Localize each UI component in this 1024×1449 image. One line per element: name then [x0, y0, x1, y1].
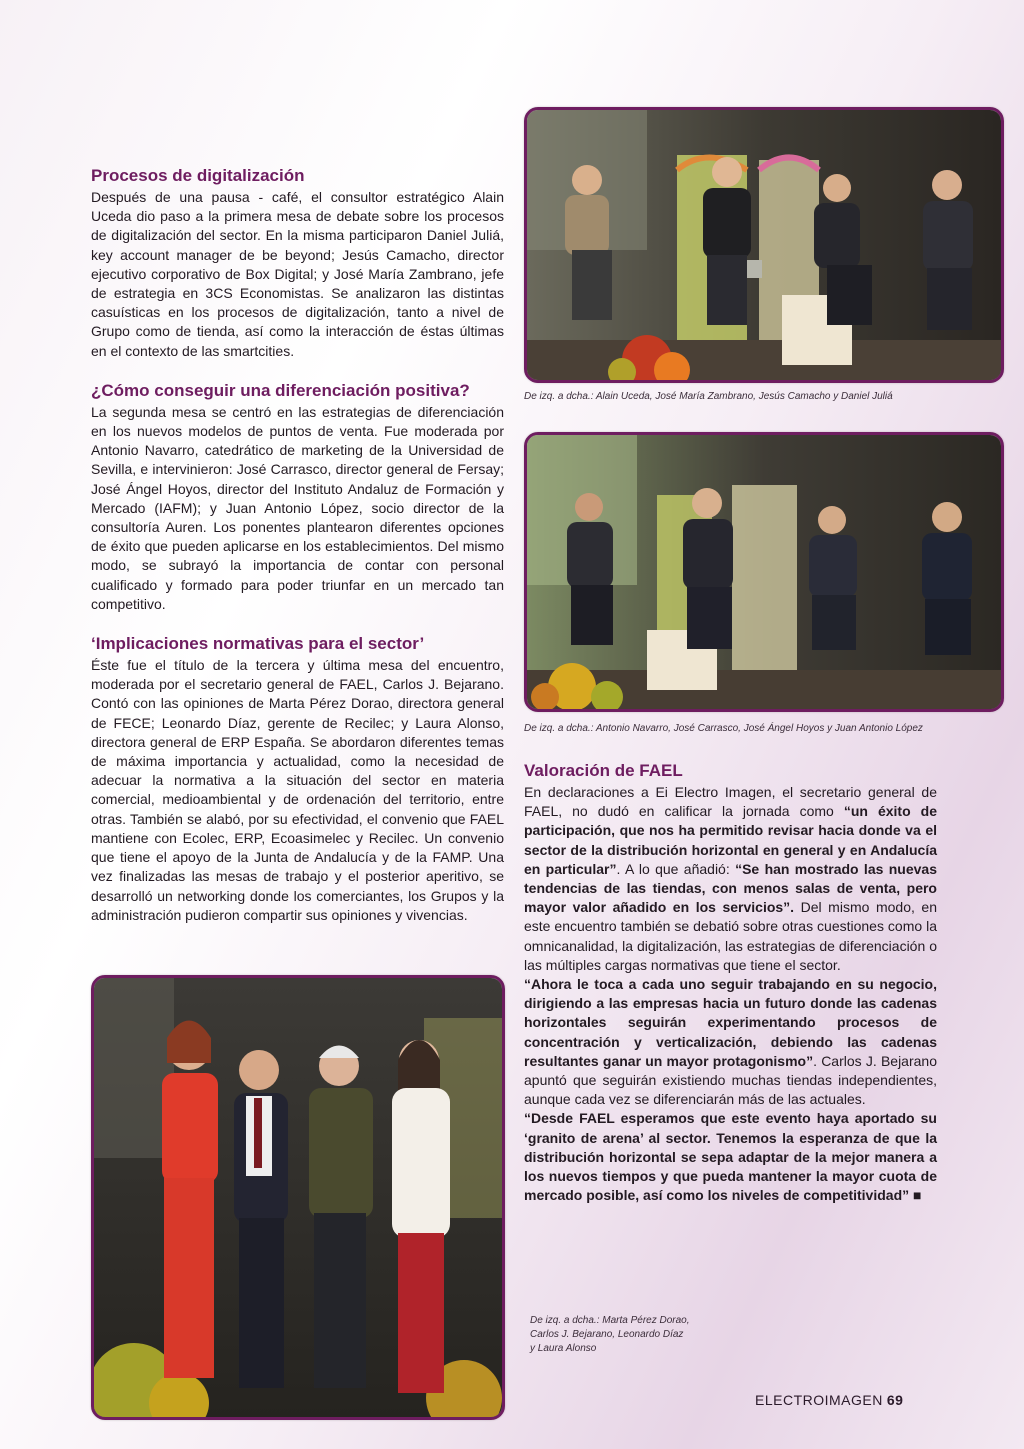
valoracion-paragraph-3: [524, 1109, 937, 1205]
magazine-name: ELECTROIMAGEN: [755, 1392, 883, 1408]
photo-caption: De izq. a dcha.: Antonio Navarro, José Carrasco, José Ángel Hoyos y Juan Antonio López: [524, 723, 923, 734]
quote-run: “Desde FAEL esperamos que este evento haya aportado su ‘granito de arena’ al sector. Tenemos la esperanza de que la distribución horizontal se sepa adaptar de la mejor manera a los nuevos tiempos y que pueda mantener la mayor cuota de mercado posible, así como los niveles de competitividad”: [524, 1110, 937, 1204]
valoracion-paragraph-1: [524, 783, 937, 975]
text-run: . Carlos J. Bejarano apuntó que seguirán existiendo muchas tiendas independientes, aunque cada vez se diferenciarán más de las actuales.: [524, 1052, 937, 1108]
section-title: ‘Implicaciones normativas para el sector’: [91, 634, 425, 654]
photo-illustration: [94, 978, 502, 1417]
section-body: Después de una pausa - café, el consultor estratégico Alain Uceda dio paso a la primera mesa de debate sobre los procesos de digitalización del sector. En la misma participaron Daniel Juliá, key account manager de be beyond; Jesús Camacho, director ejecutivo corporativo de Box Digital; y José María Zambrano, jefe de estrategia en 3CS Economistas. Se analizaron las distintas casuísticas en los procesos de digitalización, tanto a nivel de Grupo como de tienda, así como la interacción de éstas últimas en el contexto de las smartcities.: [91, 189, 504, 359]
quote-run: “Ahora le toca a cada uno seguir trabajando en su negocio, dirigiendo a las empresas hacia un futuro donde las cadenas horizontales seguirán experimentando procesos de concentración y verticalización, debiendo las cadenas resultantes ganar un mayor protagonismo”: [524, 976, 937, 1069]
left-column: [91, 165, 504, 944]
text-run: Del mismo modo, en este encuentro también se debatió sobre otras cuestiones como la omnicanalidad, la digitalización, las estrategias de diferenciación o las múltiples cargas normativas que tiene el sector.: [524, 899, 937, 973]
caption-line: y Laura Alonso: [530, 1343, 597, 1354]
right-column: [524, 760, 937, 1205]
caption-line: De izq. a dcha.: Marta Pérez Dorao,: [530, 1315, 690, 1326]
end-mark: ■: [913, 1187, 922, 1204]
section-diferenciacion: [91, 380, 504, 614]
caption-line: Carlos J. Bejarano, Leonardo Díaz: [530, 1329, 684, 1340]
quote-run: “Se han mostrado las nuevas tendencias de las tiendas, con menos salas de venta, pero mayor valor añadido en los servicios”.: [524, 860, 937, 916]
photo-illustration: [527, 110, 1001, 380]
text-run: . A lo que añadió:: [616, 860, 736, 877]
section-body: Éste fue el título de la tercera y última mesa del encuentro, moderada por el secretario general de FAEL, Carlos J. Bejarano. Contó con las opiniones de Marta Pérez Dorao, directora general de FECE; Leonardo Díaz, gerente de Recilec; y Laura Alonso, directora general de ERP España. Se abordaron diferentes temas de máxima importancia y actualidad, como la necesidad de adecuar la normativa a la situación del sector en materia comercial, medioambiental y de ordenación del territorio, entre otras. También se alabó, por su efectividad, el convenio que FAEL mantiene con Ecolec, ERP, Ecoasimelec y Recilec. Un convenio que tiene el apoyo de la Junta de Andalucía y de la FAMP. Una vez finalizadas las mesas de trabajo y el posterior aperitivo, se desarrolló un networking donde los comerciantes, los Grupos y la administración pudieron compartir sus opiniones y vivencias.: [91, 657, 504, 923]
section-title: Valoración de FAEL: [524, 761, 683, 780]
section-title: Procesos de digitalización: [91, 166, 305, 185]
section-title: ¿Cómo conseguir una diferenciación positiva?: [91, 380, 470, 400]
text-run: En declaraciones a Ei Electro Imagen, el secretario general de FAEL, no dudó en calificar la jornada como: [524, 784, 937, 820]
photo-caption: De izq. a dcha.: Alain Uceda, José María Zambrano, Jesús Camacho y Daniel Juliá: [524, 391, 893, 402]
valoracion-paragraph-2: [524, 975, 937, 1109]
photo-caption: [530, 1314, 690, 1356]
page-footer: [755, 1392, 903, 1408]
photo-panel-diferenciacion: [524, 432, 1004, 712]
section-digitalizacion: [91, 165, 504, 361]
page-number: 69: [886, 1392, 904, 1408]
quote-run: “un éxito de participación, que nos ha permitido revisar hacia donde va el sector de la distribución horizontal en general y en Andalucía en particular”: [524, 803, 937, 877]
photo-panel-digitalizacion: [524, 107, 1004, 383]
photo-illustration: [527, 435, 1001, 709]
photo-group: [91, 975, 505, 1420]
section-implicaciones: [91, 633, 504, 925]
section-body: La segunda mesa se centró en las estrategias de diferenciación en los nuevos modelos de puntos de venta. Fue moderada por Antonio Navarro, catedrático de marketing de la Universidad de Sevilla, e intervinieron: José Carrasco, director general de Fersay; José Ángel Hoyos, director del Instituto Andaluz de Formación y Mercado (IAFM); y Juan Antonio López, socio director de la consultoría Auren. Los ponentes plantearon diferentes opciones de éxito que pueden aplicarse en los establecimientos. Del mismo modo, se subrayó la importancia de contar con personal cualificado y formado para poder triunfar en un mercado tan competitivo.: [91, 403, 504, 612]
